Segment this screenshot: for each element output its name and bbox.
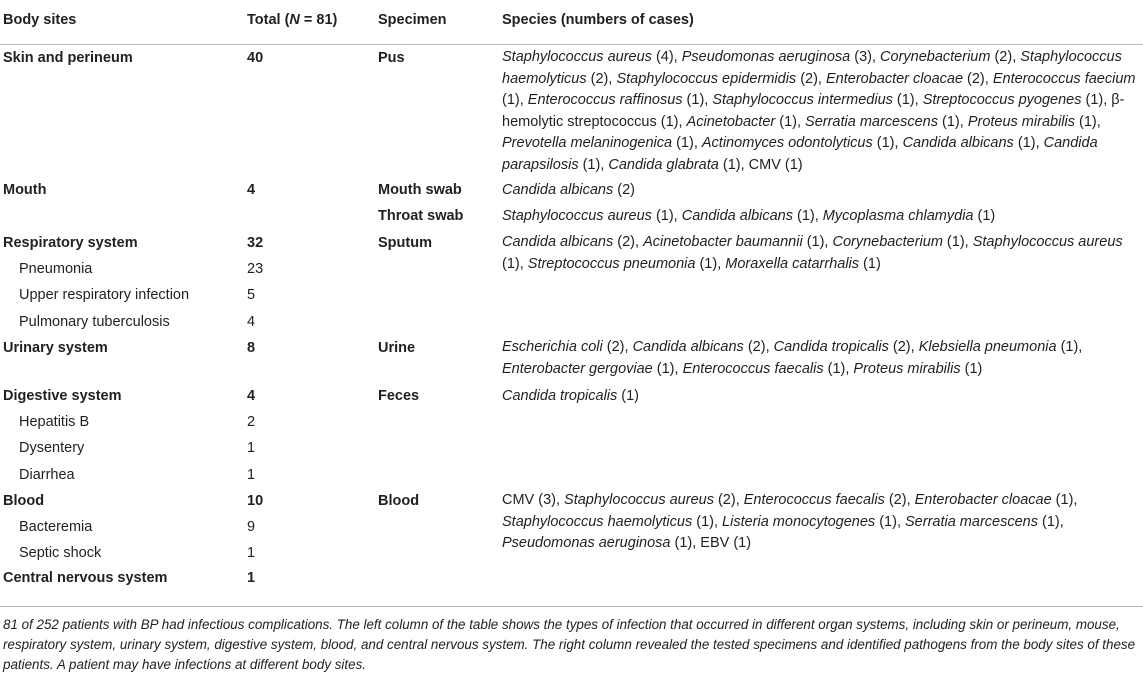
species-count: (1), CMV (1) [718, 156, 803, 173]
table-row-cns [0, 565, 1143, 593]
species-name: Streptococcus pneumonia [527, 255, 696, 272]
species-count: (1) [859, 255, 881, 272]
total-skin: 40 [247, 50, 264, 66]
site-cns: Central nervous system [3, 570, 168, 586]
species-name: Candida parapsilosis [502, 135, 1098, 173]
table-row-mouth [0, 177, 1143, 230]
species-count: (2), [796, 70, 826, 87]
species-sputum [502, 230, 1140, 275]
species-name: Proteus mirabilis [853, 360, 961, 377]
species-name: Corynebacterium [880, 49, 991, 65]
species-name: Enterococcus raffinosus [527, 92, 683, 109]
species-count: (2), [963, 70, 993, 87]
specimen-feces: Feces [378, 388, 420, 404]
species-name: Enterobacter cloacae [825, 70, 964, 87]
species-name: Acinetobacter baumannii [643, 234, 803, 250]
table-row-urinary [0, 335, 1143, 383]
species-name: Escherichia coli [502, 339, 603, 355]
total-diarrhea: 1 [247, 466, 256, 483]
species-count: (1), [651, 208, 682, 225]
species-count: (1), [578, 156, 609, 173]
species-count: (2), [602, 339, 633, 355]
specimen-urine: Urine [378, 340, 416, 356]
table-row-blood [0, 488, 1143, 565]
species-count: (1), [1037, 513, 1064, 530]
site-urinary: Urinary system [3, 340, 108, 356]
species-count: (1), [672, 135, 702, 152]
header-species: Species (numbers of cases) [502, 12, 694, 28]
species-count: (2), [713, 492, 744, 508]
specimen-sputum: Sputum [378, 235, 432, 251]
species-count: (2), [888, 339, 919, 355]
species-urine [502, 335, 1140, 380]
species-count: (1), [792, 208, 823, 225]
subsite-pneumonia: Pneumonia [19, 261, 93, 278]
site-respiratory: Respiratory system [3, 235, 138, 251]
specimen-pus: Pus [378, 50, 405, 66]
species-name: Staphylococcus epidermidis [616, 70, 797, 87]
species-count: (2), [990, 49, 1021, 65]
species-count: (1), [502, 92, 528, 109]
species-name: Staphylococcus intermedius [712, 92, 893, 109]
species-count: (1), β-hemolytic streptococcus (1), [502, 92, 1125, 130]
species-name: Candida tropicalis [502, 388, 618, 404]
species-count: (1), [875, 513, 905, 530]
species-name: Pseudomonas aeruginosa [502, 535, 671, 552]
species-count: (1), [1013, 135, 1044, 152]
species-count: (1) [960, 360, 983, 377]
species-count: (4), [651, 49, 682, 65]
species-name: Staphylococcus aureus [502, 208, 652, 225]
total-urinary: 8 [247, 340, 256, 356]
table-row-respiratory [0, 230, 1143, 335]
species-name: Klebsiella pneumonia [918, 339, 1057, 355]
total-mouth: 4 [247, 182, 256, 198]
species-pus [502, 45, 1140, 177]
site-digestive: Digestive system [3, 388, 122, 404]
species-throat-swab [502, 203, 1140, 229]
species-name: Corynebacterium [832, 234, 943, 250]
species-name: Enterococcus faecium [992, 70, 1136, 87]
table-footnote: 81 of 252 patients with BP had infectious complications. The left column of the table shows the types of infection that occurred in different organ systems, including skin or perineum, mouse, respiratory system, urinary system, digestive system, blood, and central nervous system. The right column revealed the tested specimens and identified pathogens from the body sites of these patients. A patient may have infections at different body sites. [3, 617, 1136, 672]
species-mouth-swab [502, 177, 1140, 203]
species-name: Acinetobacter [686, 113, 776, 130]
subsite-upper-respiratory: Upper respiratory infection [19, 287, 190, 304]
species-name: Serratia marcescens [905, 513, 1038, 530]
total-blood: 10 [247, 493, 264, 509]
species-name: Proteus mirabilis [967, 113, 1075, 130]
header-specimen: Specimen [378, 12, 447, 28]
total-respiratory: 32 [247, 235, 264, 251]
species-count: (2), [884, 492, 915, 508]
species-count: (1), [682, 92, 713, 109]
species-name: Candida tropicalis [773, 339, 889, 355]
species-name: Staphylococcus aureus [972, 234, 1123, 250]
species-name: Staphylococcus haemolyticus [502, 513, 693, 530]
subsite-hepatitis-b: Hepatitis B [19, 414, 90, 431]
species-name: Moraxella catarrhalis [725, 255, 860, 272]
species-count: (1), [872, 135, 903, 152]
species-name: Candida albicans [632, 339, 744, 355]
species-count: (1), EBV (1) [670, 535, 752, 552]
species-count: (3), [850, 49, 881, 65]
species-name: Streptococcus pyogenes [922, 92, 1082, 109]
species-count: (1), [695, 255, 726, 272]
species-count: (1) [973, 208, 996, 225]
species-count: (1), [938, 113, 968, 130]
species-count: (1), [942, 234, 973, 250]
species-count: (1), [652, 360, 683, 377]
species-name: Enterobacter gergoviae [502, 360, 653, 377]
species-count: (2), [743, 339, 774, 355]
species-count: (1), [775, 113, 806, 130]
species-count: (1), [823, 360, 854, 377]
species-count: (2), [586, 70, 617, 87]
subsite-tuberculosis: Pulmonary tuberculosis [19, 313, 170, 330]
table-row-skin [0, 45, 1143, 177]
species-count: (2), [613, 234, 644, 250]
species-name: Pseudomonas aeruginosa [681, 49, 851, 65]
species-name: Staphylococcus aureus [564, 492, 714, 508]
subsite-septic-shock: Septic shock [19, 545, 102, 562]
species-name: Candida albicans [902, 135, 1014, 152]
species-name: Enterococcus faecalis [743, 492, 885, 508]
specimen-mouth-swab: Mouth swab [378, 182, 462, 198]
total-hepatitis-b: 2 [247, 414, 256, 431]
total-dysentery: 1 [247, 440, 256, 457]
species-count: (1), [1074, 113, 1101, 130]
total-septic-shock: 1 [247, 545, 256, 562]
table-header [0, 0, 1143, 45]
specimen-throat-swab: Throat swab [378, 208, 464, 225]
total-bacteremia: 9 [247, 519, 256, 536]
species-name: Candida albicans [502, 234, 614, 250]
subsite-bacteremia: Bacteremia [19, 519, 93, 536]
species-count: (2) [613, 182, 635, 198]
table-bottom-rule [0, 606, 1143, 607]
species-name: Candida albicans [502, 182, 614, 198]
species-name: Staphylococcus haemolyticus [502, 49, 1122, 87]
species-name: Serratia marcescens [805, 113, 938, 130]
total-digestive: 4 [247, 388, 256, 404]
header-body-sites: Body sites [3, 12, 77, 28]
species-count: (1), [502, 255, 528, 272]
total-cns: 1 [247, 570, 256, 586]
species-name: Candida glabrata [608, 156, 719, 173]
total-tuberculosis: 4 [247, 313, 256, 330]
species-name: Enterococcus faecalis [682, 360, 824, 377]
subsite-dysentery: Dysentery [19, 440, 85, 457]
table-row-digestive [0, 383, 1143, 488]
species-count: (1), [692, 513, 723, 530]
site-blood: Blood [3, 493, 45, 509]
site-skin: Skin and perineum [3, 50, 133, 66]
species-count: (1), [802, 234, 833, 250]
species-name: Staphylococcus aureus [502, 49, 652, 65]
species-name: Mycoplasma chlamydia [822, 208, 974, 225]
total-pneumonia: 23 [247, 261, 264, 278]
species-feces [502, 383, 1140, 409]
species-count: (1), [1056, 339, 1083, 355]
species-count: CMV (3), [502, 492, 565, 508]
site-mouth: Mouth [3, 182, 47, 198]
species-name: Enterobacter cloacae [914, 492, 1052, 508]
species-count: (1) [617, 388, 640, 404]
species-count: (1), [892, 92, 923, 109]
species-name: Actinomyces odontolyticus [701, 135, 873, 152]
total-upper-respiratory: 5 [247, 287, 256, 304]
species-name: Prevotella melaninogenica [502, 135, 673, 152]
specimen-blood: Blood [378, 493, 420, 509]
subsite-diarrhea: Diarrhea [19, 466, 75, 483]
species-blood [502, 488, 1140, 555]
species-count: (1), [1051, 492, 1078, 508]
header-total: Total (N = 81) [247, 12, 338, 28]
species-name: Listeria monocytogenes [722, 513, 876, 530]
species-name: Candida albicans [681, 208, 793, 225]
